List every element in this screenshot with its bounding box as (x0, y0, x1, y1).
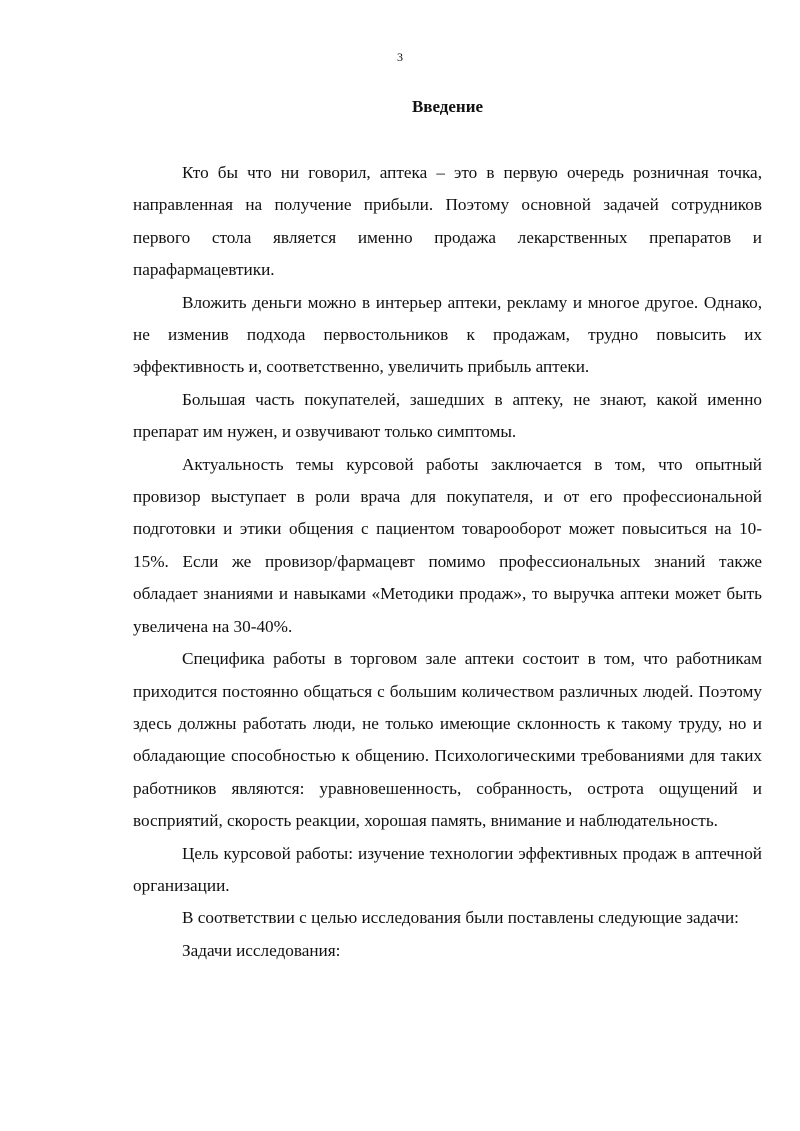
section-title: Введение (411, 97, 484, 116)
paragraph-investment: Вложить деньги можно в интерьер аптеки, рекламу и многое другое. Однако, не изменив подхода первостольников к продажам, трудно повысить их эффективность и, соответственно, увеличить прибыль аптеки. (133, 292, 762, 377)
paragraph-customers: Большая часть покупателей, зашедших в аптеку, не знают, какой именно препарат им нужен, и озвучивают только симптомы. (133, 389, 762, 442)
body-text (133, 157, 762, 967)
paragraph-tasks-intro: В соответствии с целью исследования были поставлены следующие задачи: (182, 908, 739, 928)
paragraph-intro: Кто бы что ни говорил, аптека – это в первую очередь розничная точка, направленная на получение прибыли. Поэтому основной задачей сотрудников первого стола является именно продажа лекарственных препаратов и парафармацевтики. (133, 163, 762, 280)
page-number: 3 (397, 50, 403, 64)
paragraph-specifics: Специфика работы в торговом зале аптеки состоит в том, что работникам приходится постоянно общаться с большим количеством различных людей. Поэтому здесь должны работать люди, не только имеющие склонность к такому труду, но и обладающие способностью к общению. Психологическими требованиями для таких работников являются: уравновешенность, собранность, острота ощущений и восприятий, скорость реакции, хорошая память, внимание и наблюдательность. (133, 649, 762, 831)
paragraph-relevance: Актуальность темы курсовой работы заключается в том, что опытный провизор выступает в роли врача для покупателя, и от его профессиональной подготовки и этики общения с пациентом товарооборот может повыситься на 10-15%. Если же провизор/фармацевт помимо профессиональных знаний также обладает знаниями и навыками «Методики продаж», то выручка аптеки может быть увеличена на 30-40%. (133, 454, 762, 636)
paragraph-goal: Цель курсовой работы: изучение технологии эффективных продаж в аптечной организации. (133, 843, 762, 895)
paragraph-tasks-heading: Задачи исследования: (182, 940, 341, 960)
